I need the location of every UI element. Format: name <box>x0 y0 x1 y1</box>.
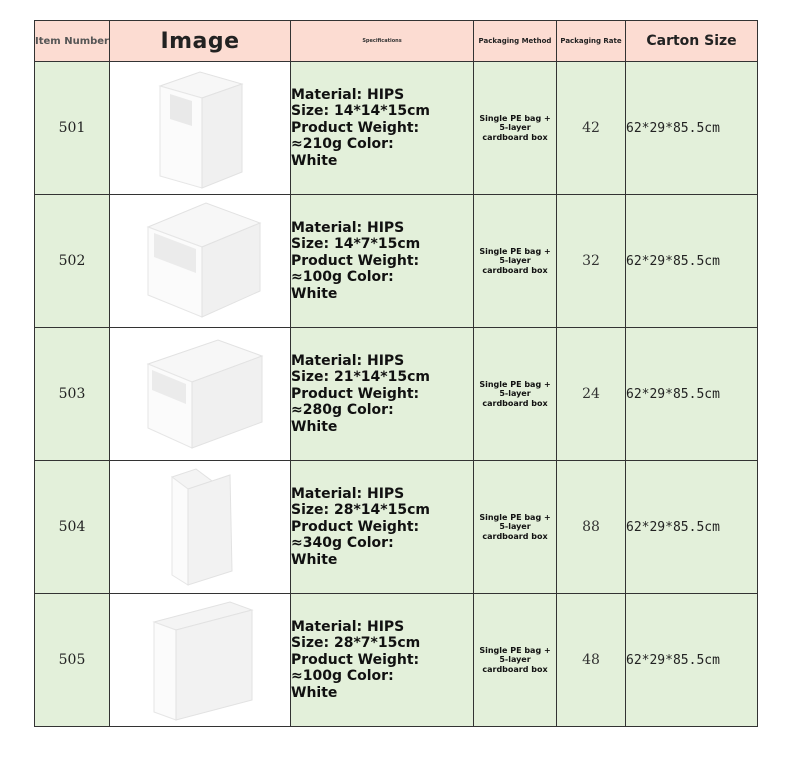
carton-size-cell: 62*29*85.5cm <box>626 328 758 461</box>
product-image <box>110 594 291 727</box>
packaging-method-cell <box>474 328 557 461</box>
packaging-rate-cell: 32 <box>557 195 626 328</box>
packaging-method-cell <box>474 195 557 328</box>
specifications-cell <box>291 195 474 328</box>
packaging-rate-cell: 48 <box>557 594 626 727</box>
packaging-method-text: Single PE bag + 5-layer cardboard box <box>479 645 551 674</box>
table-row <box>35 461 758 594</box>
header-image: Image <box>110 21 291 62</box>
packaging-method-cell <box>474 594 557 727</box>
storage-box-503-image <box>130 330 270 458</box>
carton-size-cell: 62*29*85.5cm <box>626 62 758 195</box>
storage-box-502-image <box>130 197 270 325</box>
packaging-method-text: Single PE bag + 5-layer cardboard box <box>479 379 551 408</box>
storage-box-505-image <box>130 596 270 724</box>
specifications-cell <box>291 328 474 461</box>
product-image <box>110 328 291 461</box>
item-number-cell: 505 <box>35 594 110 727</box>
header-packaging-rate: Packaging Rate <box>557 21 626 62</box>
header-packaging-method: Packaging Method <box>474 21 557 62</box>
packaging-method-text: Single PE bag + 5-layer cardboard box <box>479 113 551 142</box>
storage-box-504-image <box>130 463 270 591</box>
specifications-text: Material: HIPS Size: 14*14*15cm Product Weight: ≈210g Color: White <box>291 86 430 169</box>
specifications-text: Material: HIPS Size: 21*14*15cm Product Weight: ≈280g Color: White <box>291 352 430 435</box>
specifications-cell <box>291 594 474 727</box>
packaging-method-cell <box>474 461 557 594</box>
packaging-rate-cell: 42 <box>557 62 626 195</box>
header-item-number: Item Number <box>35 21 110 62</box>
storage-box-501-image <box>130 64 270 192</box>
item-number-cell: 502 <box>35 195 110 328</box>
packaging-method-text: Single PE bag + 5-layer cardboard box <box>479 512 551 541</box>
specifications-text: Material: HIPS Size: 14*7*15cm Product Weight: ≈100g Color: White <box>291 219 421 302</box>
header-row <box>35 21 758 62</box>
product-spec-table <box>34 20 758 727</box>
table-row <box>35 195 758 328</box>
product-image <box>110 461 291 594</box>
packaging-method-cell <box>474 62 557 195</box>
packaging-rate-cell: 88 <box>557 461 626 594</box>
carton-size-cell: 62*29*85.5cm <box>626 195 758 328</box>
table-row <box>35 594 758 727</box>
specifications-cell <box>291 461 474 594</box>
packaging-method-text: Single PE bag + 5-layer cardboard box <box>479 246 551 275</box>
table-row <box>35 62 758 195</box>
product-image <box>110 195 291 328</box>
header-specifications: Specifications <box>291 21 474 62</box>
specifications-text: Material: HIPS Size: 28*7*15cm Product Weight: ≈100g Color: White <box>291 618 421 701</box>
item-number-cell: 503 <box>35 328 110 461</box>
carton-size-cell: 62*29*85.5cm <box>626 594 758 727</box>
table-row <box>35 328 758 461</box>
specifications-cell <box>291 62 474 195</box>
product-image <box>110 62 291 195</box>
header-carton-size: Carton Size <box>626 21 758 62</box>
item-number-cell: 504 <box>35 461 110 594</box>
packaging-rate-cell: 24 <box>557 328 626 461</box>
specifications-text: Material: HIPS Size: 28*14*15cm Product Weight: ≈340g Color: White <box>291 485 430 568</box>
carton-size-cell: 62*29*85.5cm <box>626 461 758 594</box>
item-number-cell: 501 <box>35 62 110 195</box>
